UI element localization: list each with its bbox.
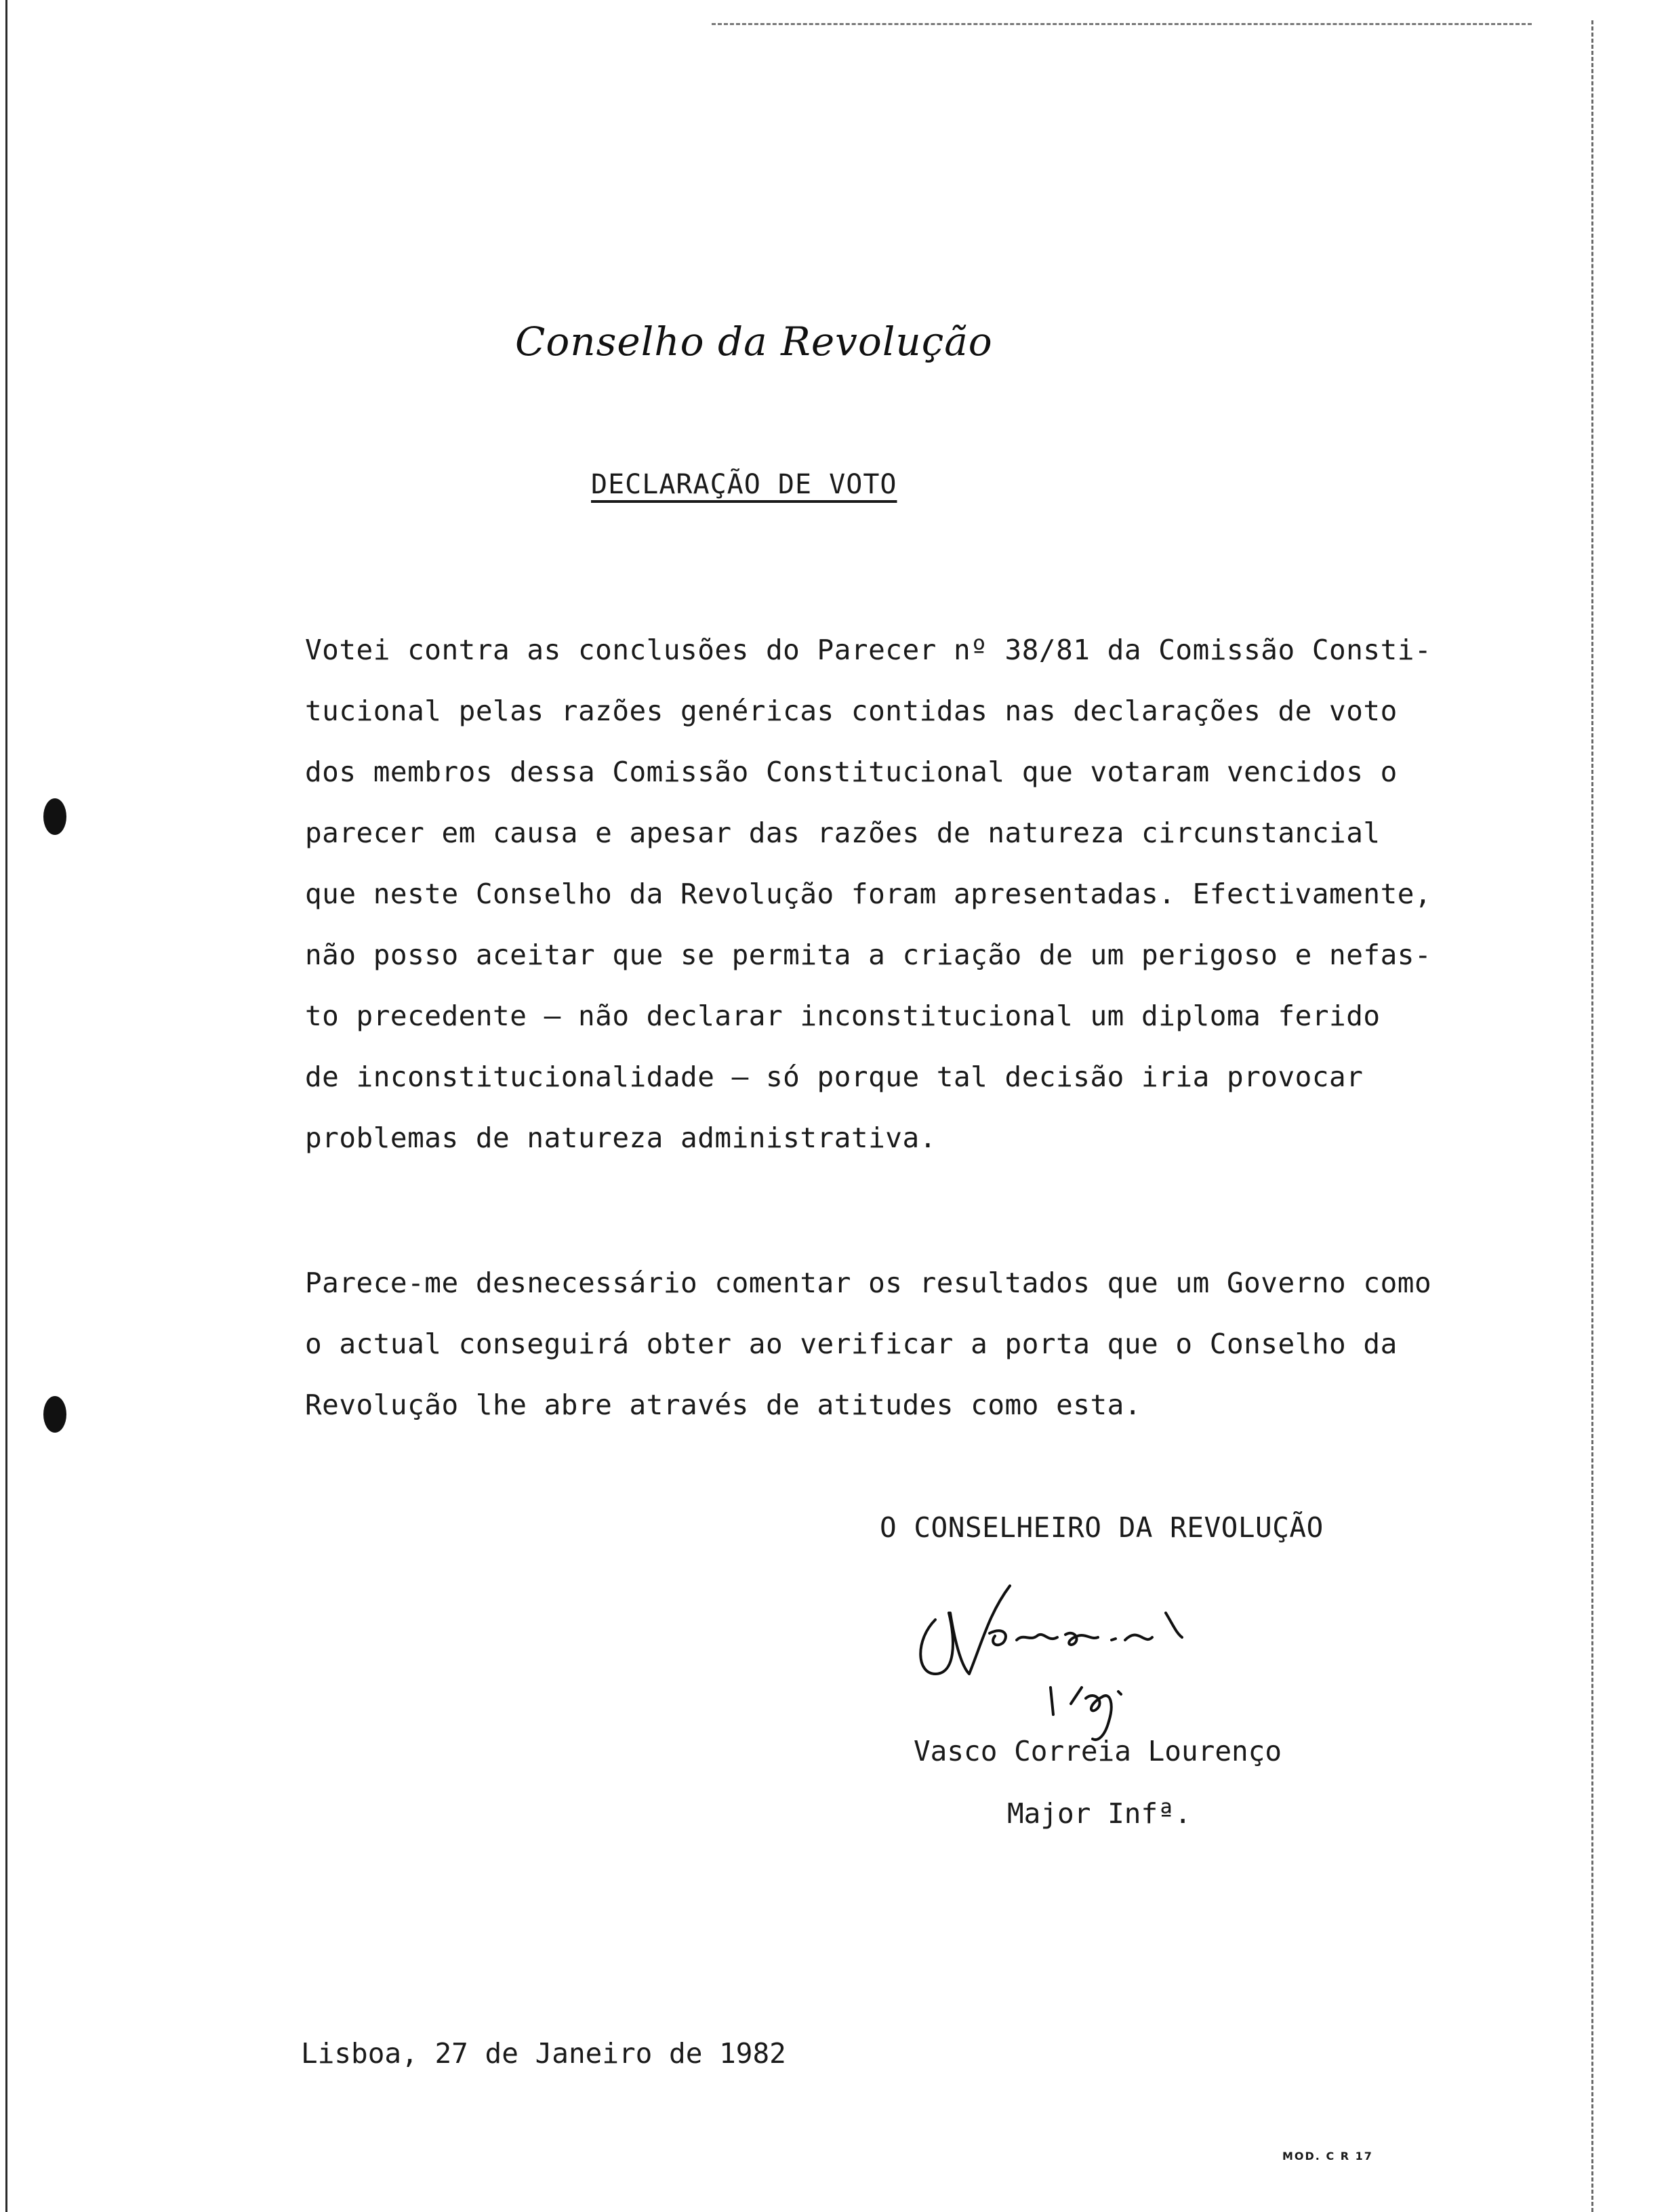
text-line: o actual conseguirá obter ao verificar a porta que o Conselho da xyxy=(305,1328,1398,1360)
scan-left-edge xyxy=(5,0,7,2212)
text-line: não posso aceitar que se permita a criação de um perigoso e nefas- xyxy=(305,939,1432,971)
text-line: tucional pelas razões genéricas contidas nas declarações de voto xyxy=(305,695,1398,727)
form-code: MOD. C R 17 xyxy=(1282,2150,1373,2163)
text-line: Parece-me desnecessário comentar os resultados que um Governo como xyxy=(305,1267,1432,1299)
text-line: Revolução lhe abre através de atitudes como esta. xyxy=(305,1389,1142,1421)
text-line: problemas de natureza administrativa. xyxy=(305,1122,937,1154)
body-paragraph-1 xyxy=(305,619,1432,1168)
text-line: que neste Conselho da Revolução foram apresentadas. Efectivamente, xyxy=(305,878,1432,910)
punch-hole xyxy=(43,1396,66,1433)
place-and-date: Lisboa, 27 de Janeiro de 1982 xyxy=(301,2037,786,2070)
text-line: to precedente — não declarar inconstitucional um diploma ferido xyxy=(305,1000,1381,1032)
body-paragraph-2 xyxy=(305,1252,1432,1435)
letterhead: Conselho da Revolução xyxy=(515,319,993,365)
text-line: parecer em causa e apesar das razões de natureza circunstancial xyxy=(305,817,1381,849)
document-heading: DECLARAÇÃO DE VOTO xyxy=(591,469,897,500)
punch-hole xyxy=(43,798,66,835)
scan-top-edge xyxy=(712,23,1532,25)
handwritten-signature xyxy=(908,1559,1261,1748)
text-line: de inconstitucionalidade — só porque tal decisão iria provocar xyxy=(305,1061,1364,1093)
text-line: dos membros dessa Comissão Constitucional que votaram vencidos o xyxy=(305,756,1398,788)
signature-title: O CONSELHEIRO DA REVOLUÇÃO xyxy=(880,1511,1324,1544)
signer-rank: Major Infª. xyxy=(1007,1797,1192,1830)
signer-name: Vasco Correia Lourenço xyxy=(914,1735,1282,1767)
text-line: Votei contra as conclusões do Parecer nº 38/81 da Comissão Consti- xyxy=(305,634,1432,666)
scan-right-edge xyxy=(1591,20,1597,2212)
